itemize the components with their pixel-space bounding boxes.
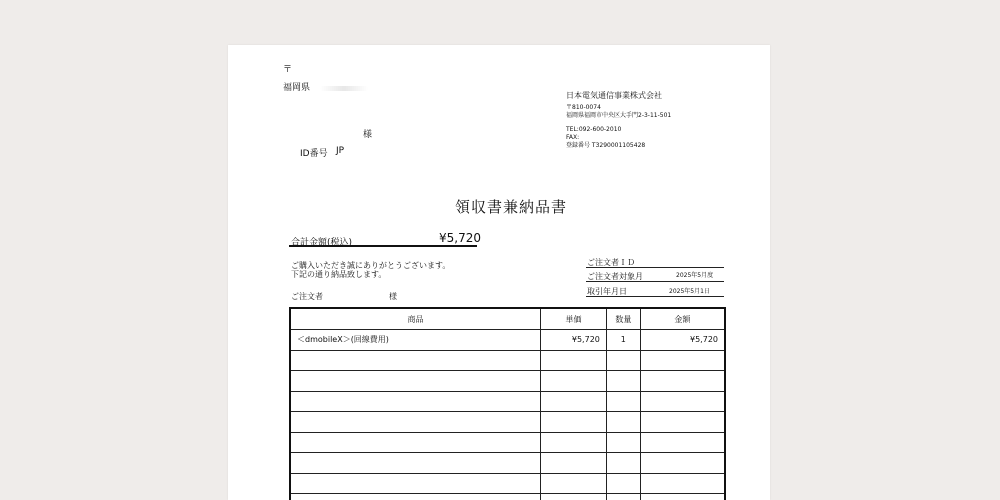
total-value: ¥5,720	[439, 231, 481, 245]
cell-unit-price	[541, 371, 607, 392]
cell-quantity	[606, 473, 640, 494]
cell-quantity	[606, 412, 640, 433]
table-row	[290, 473, 725, 494]
table-row	[290, 330, 725, 351]
receipt-page	[228, 45, 770, 500]
cell-amount	[640, 371, 725, 392]
cell-unit-price	[541, 350, 607, 371]
table-row	[290, 350, 725, 371]
redacted-address	[320, 86, 368, 91]
table-row	[290, 371, 725, 392]
postal-mark: 〒	[283, 65, 293, 75]
total-label: 合計金額(税込)	[291, 238, 353, 248]
cell-quantity	[606, 391, 640, 412]
cell-product	[290, 350, 541, 371]
table-row	[290, 494, 725, 500]
header-amount: 金額	[640, 308, 725, 330]
order-info-underline-2	[586, 296, 724, 297]
header-quantity: 数量	[606, 308, 640, 330]
cell-amount	[640, 473, 725, 494]
cell-amount	[640, 432, 725, 453]
cell-quantity	[606, 432, 640, 453]
total-underline	[289, 245, 477, 247]
cell-product	[290, 494, 541, 500]
cell-product	[290, 453, 541, 474]
order-info-underline-0	[586, 267, 724, 268]
recipient-id-label: ID番号	[300, 149, 328, 159]
order-info-label-1: ご注文者対象月	[587, 272, 643, 281]
cell-unit-price: ¥5,720	[541, 330, 607, 351]
cell-quantity	[606, 350, 640, 371]
issuer-postal: 〒810-0074	[566, 104, 601, 111]
cell-amount	[640, 350, 725, 371]
issuer-tel: TEL:092-600-2010	[566, 126, 622, 133]
cell-quantity	[606, 494, 640, 500]
cell-amount	[640, 494, 725, 500]
issuer-registration: 登録番号 T3290001105428	[566, 142, 646, 149]
items-table	[289, 307, 726, 500]
recipient-honorific: 様	[363, 130, 373, 140]
order-info-underline-1	[586, 281, 724, 282]
cell-product: ＜dmobileX＞(回線費用)	[290, 330, 541, 351]
cell-unit-price	[541, 412, 607, 433]
orderer-honorific: 様	[389, 292, 397, 301]
cell-product	[290, 391, 541, 412]
table-row	[290, 391, 725, 412]
cell-product	[290, 371, 541, 392]
table-header-row	[290, 308, 725, 330]
cell-amount	[640, 391, 725, 412]
table-row	[290, 412, 725, 433]
thanks-line-2: 下記の通り納品致します。	[291, 270, 387, 279]
recipient-prefecture: 福岡県	[283, 83, 311, 93]
cell-quantity	[606, 371, 640, 392]
cell-unit-price	[541, 453, 607, 474]
cell-amount	[640, 453, 725, 474]
document-title: 領収書兼納品書	[455, 198, 568, 216]
cell-product	[290, 432, 541, 453]
cell-quantity: 1	[606, 330, 640, 351]
cell-unit-price	[541, 473, 607, 494]
issuer-fax: FAX:	[566, 134, 580, 141]
issuer-address: 福岡県福岡市中央区大手門2-3-11-501	[566, 112, 672, 119]
cell-unit-price	[541, 432, 607, 453]
order-info-value-1: 2025年5月度	[676, 272, 714, 279]
cell-quantity	[606, 453, 640, 474]
thanks-line-1: ご購入いただき誠にありがとうございます。	[291, 261, 451, 270]
recipient-id-value: JP	[336, 146, 345, 156]
header-unit-price: 単価	[541, 308, 607, 330]
orderer-label: ご注文者	[291, 292, 323, 301]
cell-product	[290, 473, 541, 494]
cell-product	[290, 412, 541, 433]
cell-amount: ¥5,720	[640, 330, 725, 351]
table-row	[290, 432, 725, 453]
issuer-company: 日本電気通信事業株式会社	[566, 91, 662, 100]
order-info-label-0: ご注文者ＩＤ	[587, 258, 635, 267]
header-product: 商品	[290, 308, 541, 330]
order-info-value-2: 2025年5月1日	[669, 288, 710, 295]
cell-unit-price	[541, 391, 607, 412]
table-row	[290, 453, 725, 474]
order-info-label-2: 取引年月日	[587, 287, 627, 296]
cell-amount	[640, 412, 725, 433]
cell-unit-price	[541, 494, 607, 500]
